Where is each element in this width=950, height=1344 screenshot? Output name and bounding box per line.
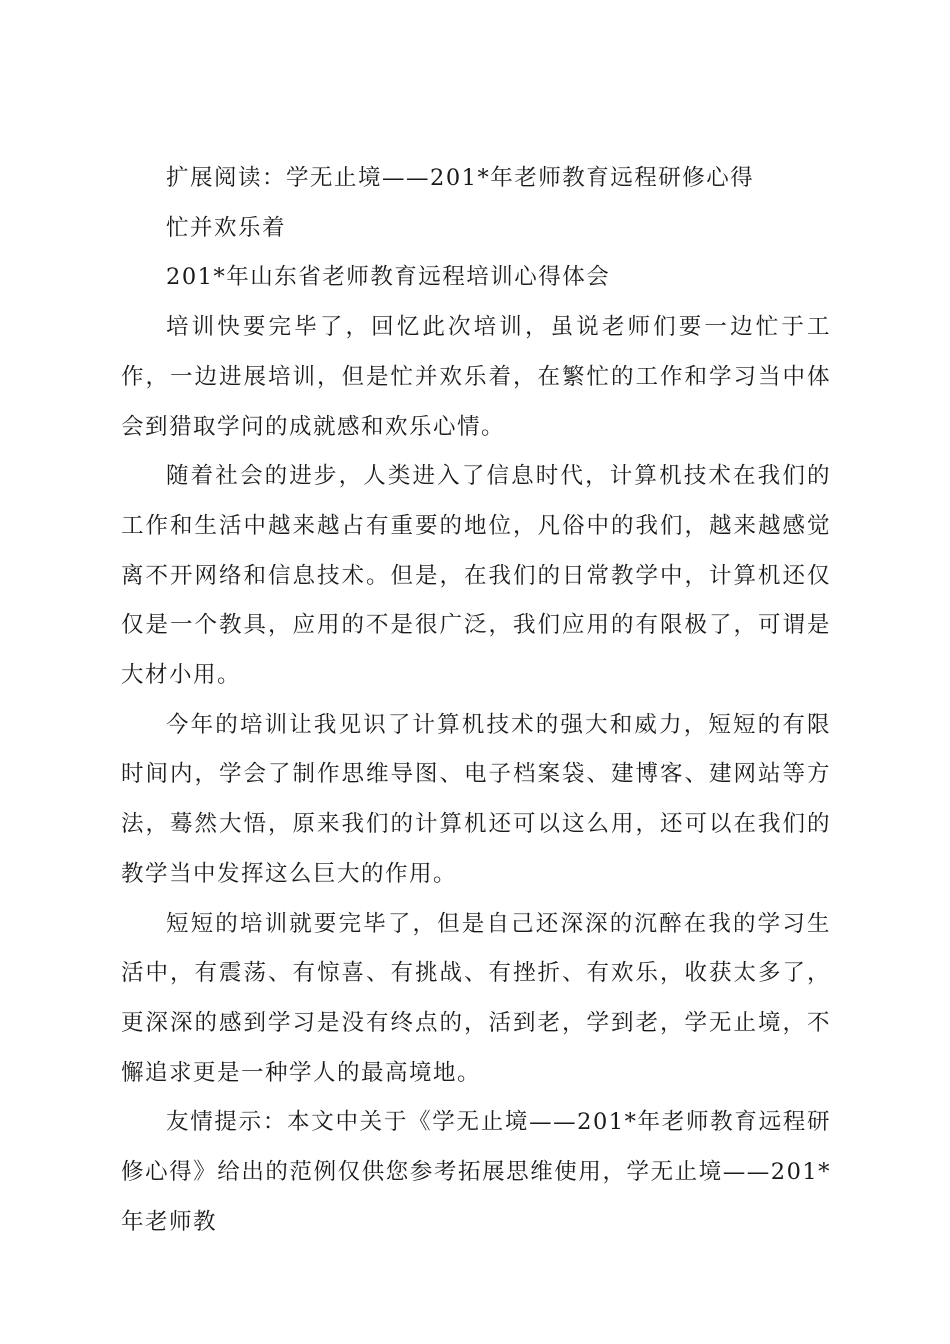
- friendly-tip-paragraph: 友情提示：本文中关于《学无止境——201*年老师教育远程研修心得》给出的范例仅供您参考拓展思维使用，学无止境——201*年老师教: [121, 1109, 831, 1235]
- body-paragraph: 培训快要完毕了，回忆此次培训，虽说老师们要一边忙于工作，一边进展培训，但是忙并欢乐着，在繁忙的工作和学习当中体会到猎取学问的成就感和欢乐心情。: [121, 314, 831, 440]
- body-paragraph: 短短的培训就要完毕了，但是自己还深深的沉醉在我的学习生活中，有震荡、有惊喜、有挑战、有挫折、有欢乐，收获太多了，更深深的感到学习是没有终点的，活到老，学到老，学无止境，不懈追求更是一种学人的最高境地。: [121, 910, 831, 1086]
- extended-reading-heading: 扩展阅读：学无止境——201*年老师教育远程研修心得: [166, 165, 755, 191]
- body-paragraph: 今年的培训让我见识了计算机技术的强大和威力，短短的有限时间内，学会了制作思维导图、电子档案袋、建博客、建网站等方法，蓦然大悟，原来我们的计算机还可以这么用，还可以在我们的教学当中发挥这么巨大的作用。: [121, 711, 831, 887]
- article-subtitle: 201*年山东省老师教育远程培训心得体会: [166, 264, 611, 291]
- document-body: [121, 154, 831, 1247]
- body-paragraph: 随着社会的进步，人类进入了信息时代，计算机技术在我们的工作和生活中越来越占有重要的地位，凡俗中的我们，越来越感觉离不开网络和信息技术。但是，在我们的日常教学中，计算机还仅仅是一个教具，应用的不是很广泛，我们应用的有限极了，可谓是大材小用。: [121, 463, 831, 689]
- article-title: 忙并欢乐着: [166, 214, 287, 241]
